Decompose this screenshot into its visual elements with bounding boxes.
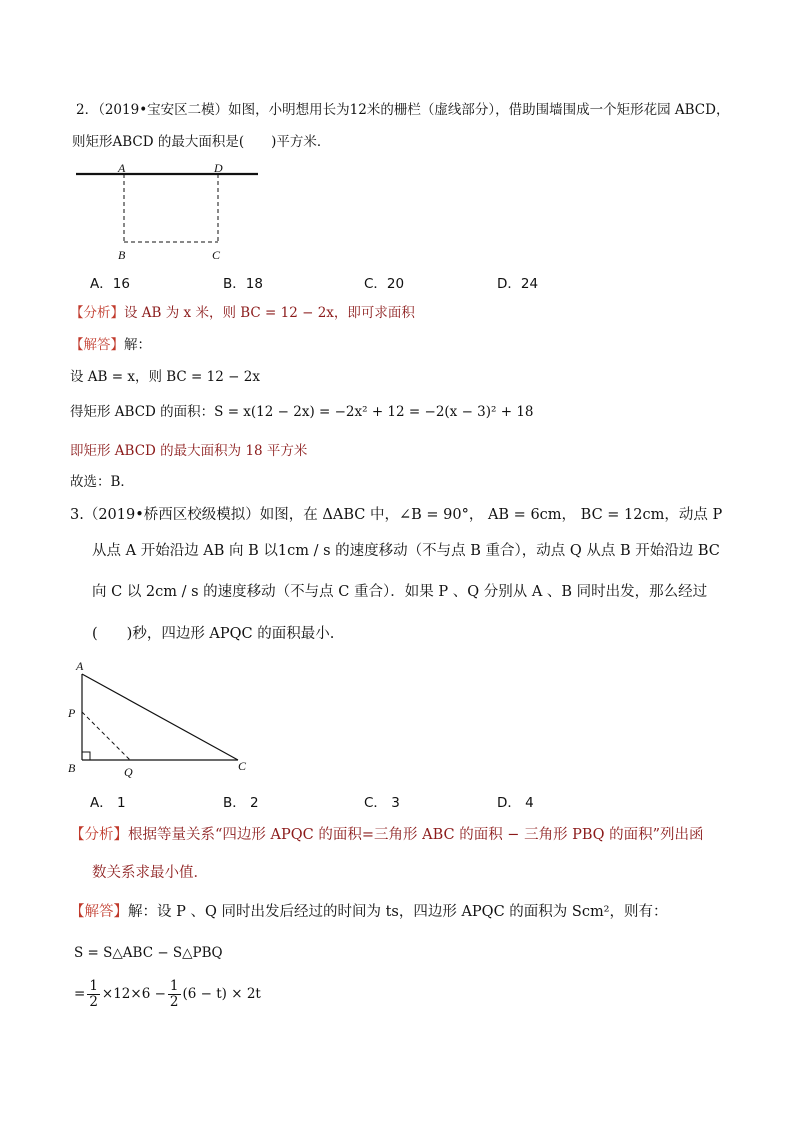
q3-eq1: S = S△ABC − S△PBQ: [74, 945, 223, 961]
q2-stem-line1: 2．（2019•宝安区二模）如图，小明想用长为12米的栅栏（虚线部分），借助围墙围成一个矩形花园 ABCD，: [76, 102, 730, 118]
q3-stem-line4: ( )秒，四边形 APQC 的面积最小.: [92, 626, 335, 642]
label-a: A: [118, 161, 126, 175]
q2-option-c[interactable]: C．20: [364, 276, 405, 292]
q3-answer-head: [70, 902, 668, 922]
q2-step1: 设 AB = x，则 BC = 12 − 2x: [70, 369, 260, 385]
q3-stem-line3: 向 C 以 2cm / s 的速度移动（不与点 C 重合）．如果 P 、Q 分别从 A 、B 同时出发，那么经过: [92, 584, 708, 600]
q2-choice: 故选：B．: [70, 474, 134, 490]
label-a: A: [76, 659, 84, 673]
frac-num: 1: [169, 977, 179, 994]
segment-pq: [82, 712, 130, 760]
q2-step2: 得矩形 ABCD 的面积：S = x(12 − 2x) = −2x² + 12 = −2(x − 3)² + 18: [70, 404, 534, 420]
right-angle-mark: [82, 752, 90, 760]
q3-answer-tag: 【解答】: [70, 904, 128, 920]
q3-option-b[interactable]: B． 2: [223, 795, 259, 811]
label-d: D: [214, 161, 223, 175]
frac-den: 2: [169, 993, 179, 1010]
fraction-2: [168, 979, 181, 1010]
label-b: B: [68, 761, 76, 775]
q2-option-a[interactable]: A．16: [90, 276, 130, 292]
q3-analysis-text: 根据等量关系“四边形 APQC 的面积=三角形 ABC 的面积 − 三角形 PBQ 的面积”列出函: [128, 827, 704, 843]
fraction-1: [87, 979, 100, 1010]
q2-answer-word: 解：: [124, 337, 151, 353]
q3-analysis-text2: 数关系求最小值．: [92, 865, 208, 881]
label-c: C: [238, 759, 247, 773]
q2-option-b[interactable]: B．18: [223, 276, 263, 292]
eq2-prefix: =: [74, 986, 86, 1002]
q3-stem-line2: 从点 A 开始沿边 AB 向 B 以1cm / s 的速度移动（不与点 B 重合），动点 Q 从点 B 开始沿边 BC: [92, 543, 720, 559]
q3-answer-text: 解：设 P 、Q 同时出发后经过的时间为 ts，四边形 APQC 的面积为 Scm²，则有：: [128, 904, 668, 920]
q3-figure: [64, 656, 264, 782]
q2-stem-line2: 则矩形ABCD 的最大面积是( )平方米．: [72, 134, 331, 150]
q2-option-d[interactable]: D．24: [497, 276, 539, 292]
q3-eq2: [74, 974, 261, 1014]
q2-analysis: [70, 304, 415, 322]
q3-option-c[interactable]: C． 3: [364, 795, 400, 811]
label-c: C: [212, 248, 221, 262]
q3-analysis-tag: 【分析】: [70, 827, 128, 843]
frac-num: 1: [89, 977, 98, 994]
q3-analysis: [70, 825, 704, 845]
q2-figure: [70, 158, 270, 266]
q2-analysis-tag: 【分析】: [70, 305, 124, 321]
label-p: P: [68, 706, 76, 720]
q3-option-a[interactable]: A． 1: [90, 795, 126, 811]
q3-stem-line1: 3.（2019•桥西区校级模拟）如图，在 ΔABC 中，∠B = 90°， AB = 6cm， BC = 12cm，动点 P: [70, 507, 723, 523]
q3-option-d[interactable]: D． 4: [497, 795, 534, 811]
q2-step3: 即矩形 ABCD 的最大面积为 18 平方米: [70, 443, 308, 459]
label-b: B: [118, 248, 126, 262]
eq2-mid: ×12×6 −: [101, 986, 166, 1002]
q2-analysis-text: 设 AB 为 x 米，则 BC = 12 − 2x，即可求面积: [124, 305, 415, 321]
frac-den: 2: [89, 993, 98, 1010]
eq2-tail: (6 − t) × 2t: [182, 986, 261, 1002]
label-q: Q: [124, 765, 133, 779]
q2-answer-head: [70, 336, 151, 354]
q2-answer-tag: 【解答】: [70, 337, 124, 353]
side-ac: [82, 674, 238, 760]
